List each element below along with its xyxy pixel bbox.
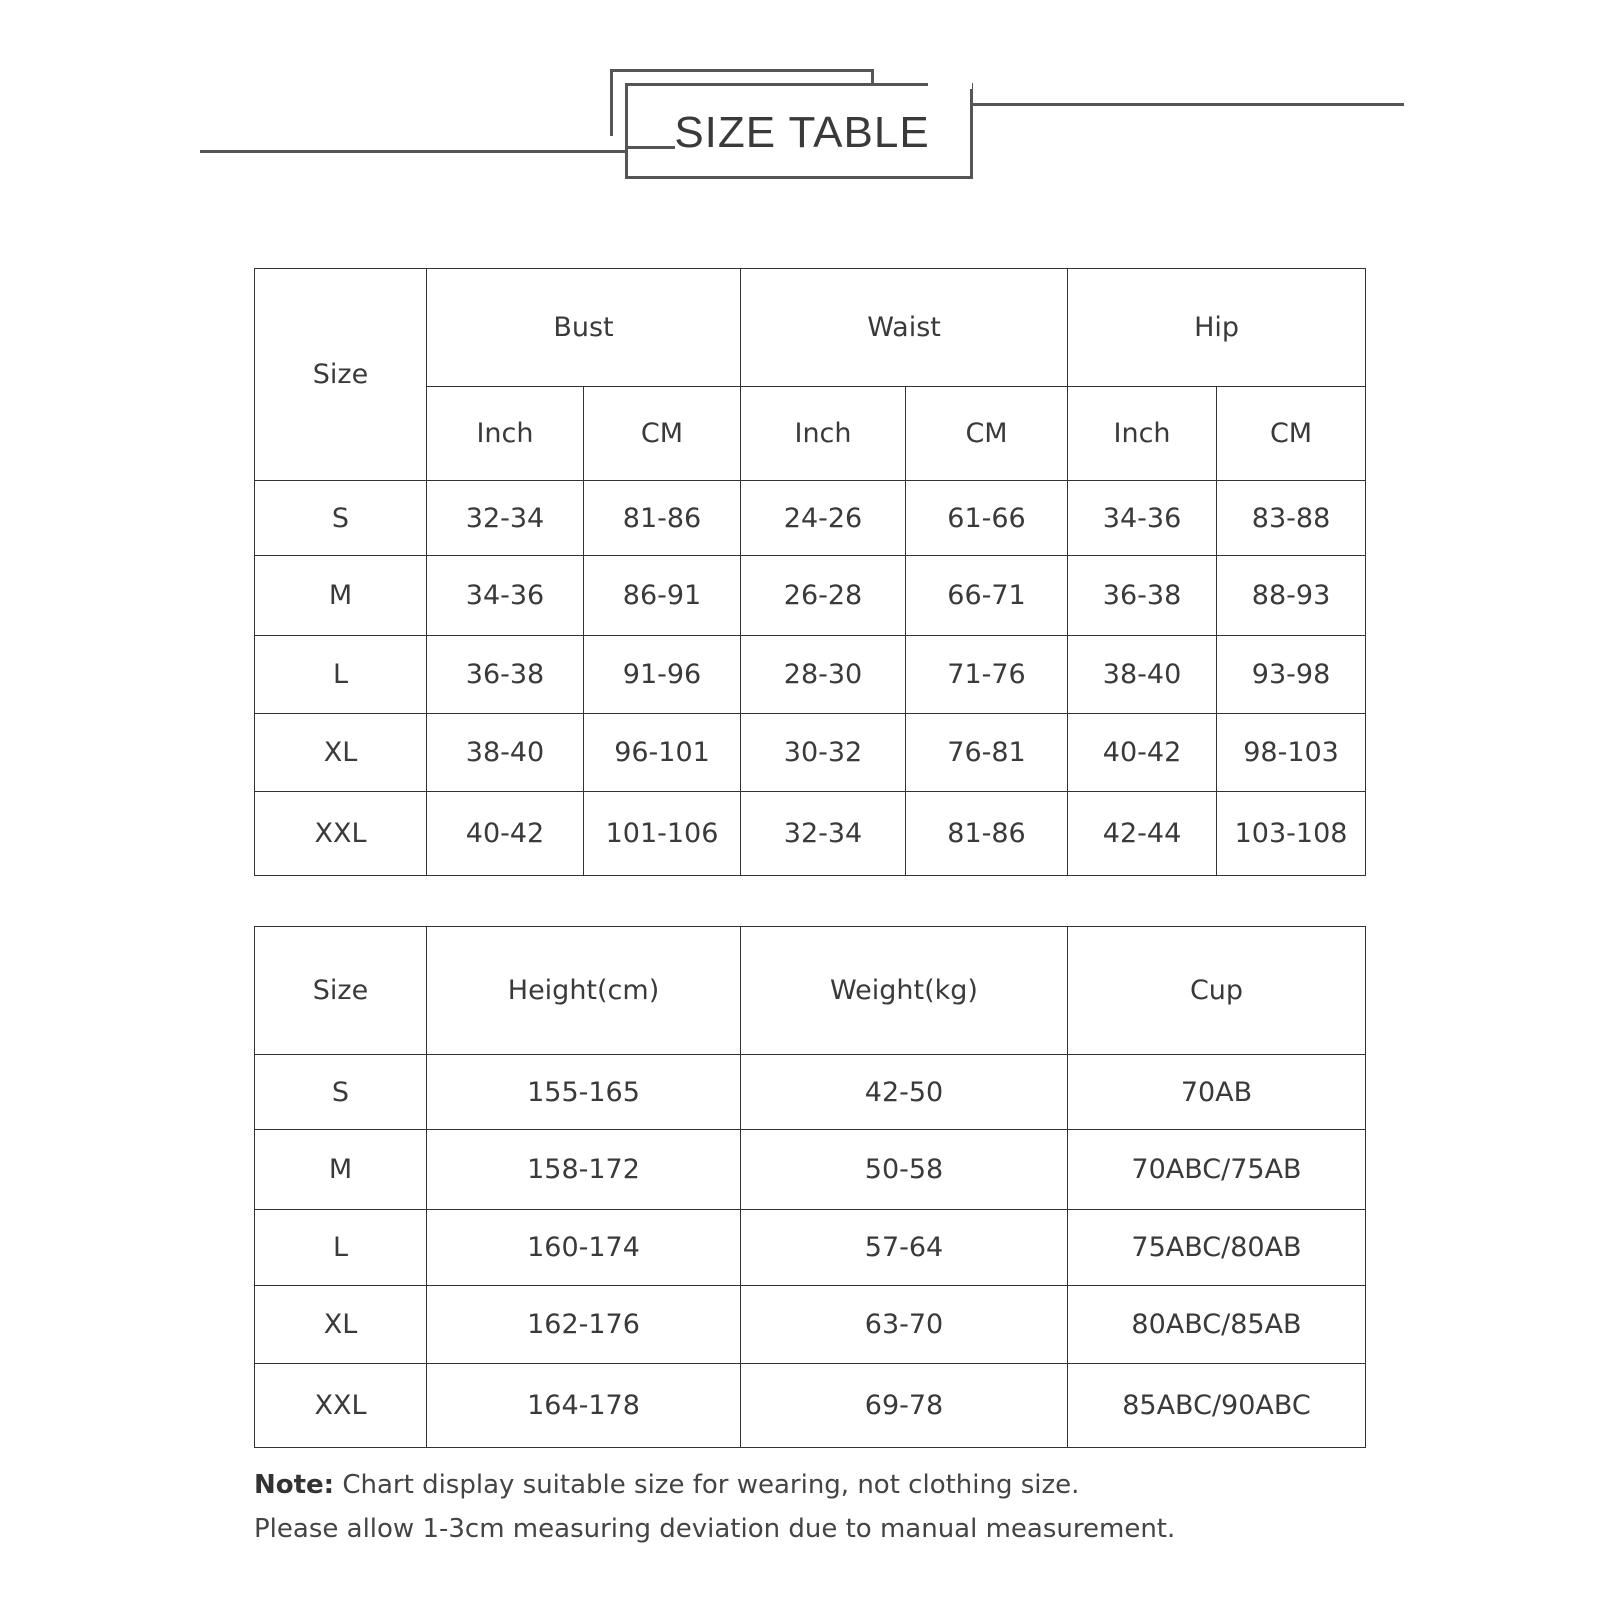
- value-cell: 42-50: [741, 1055, 1068, 1130]
- value-cell: 30-32: [741, 714, 906, 792]
- size-cell: S: [255, 1055, 427, 1130]
- hip-header: Hip: [1068, 269, 1366, 387]
- value-cell: 98-103: [1217, 714, 1366, 792]
- note-text-1: Chart display suitable size for wearing, not clothing size.: [334, 1470, 1080, 1500]
- value-cell: 69-78: [741, 1364, 1068, 1448]
- unit-header: CM: [906, 387, 1068, 481]
- size-cell: XXL: [255, 792, 427, 876]
- table-row: [255, 556, 1366, 636]
- value-cell: 83-88: [1217, 481, 1366, 556]
- value-cell: 81-86: [906, 792, 1068, 876]
- size-cell: XL: [255, 1286, 427, 1364]
- value-cell: 101-106: [584, 792, 741, 876]
- value-cell: 57-64: [741, 1210, 1068, 1286]
- value-cell: 36-38: [1068, 556, 1217, 636]
- cup-header: Cup: [1068, 927, 1366, 1055]
- size-cell: S: [255, 481, 427, 556]
- value-cell: 40-42: [427, 792, 584, 876]
- group-header-row: [255, 269, 1366, 387]
- unit-header: Inch: [427, 387, 584, 481]
- table-row: [255, 1130, 1366, 1210]
- value-cell: 81-86: [584, 481, 741, 556]
- bust-header: Bust: [427, 269, 741, 387]
- value-cell: 26-28: [741, 556, 906, 636]
- value-cell: 70AB: [1068, 1055, 1366, 1130]
- value-cell: 24-26: [741, 481, 906, 556]
- value-cell: 91-96: [584, 636, 741, 714]
- note-line-2: Please allow 1-3cm measuring deviation due to manual measurement.: [254, 1514, 1176, 1544]
- title-banner: [0, 0, 1601, 200]
- table-row: [255, 1210, 1366, 1286]
- size-cell: L: [255, 636, 427, 714]
- table-row: [255, 792, 1366, 876]
- table-row: [255, 1286, 1366, 1364]
- size-header: Size: [255, 927, 427, 1055]
- size-cell: XL: [255, 714, 427, 792]
- value-cell: 75ABC/80AB: [1068, 1210, 1366, 1286]
- header-row: [255, 927, 1366, 1055]
- value-cell: 93-98: [1217, 636, 1366, 714]
- size-cell: M: [255, 1130, 427, 1210]
- value-cell: 50-58: [741, 1130, 1068, 1210]
- table-row: [255, 1055, 1366, 1130]
- value-cell: 86-91: [584, 556, 741, 636]
- size-header: Size: [255, 269, 427, 481]
- fit-table: [254, 926, 1366, 1448]
- value-cell: 76-81: [906, 714, 1068, 792]
- value-cell: 155-165: [427, 1055, 741, 1130]
- waist-header: Waist: [741, 269, 1068, 387]
- value-cell: 32-34: [741, 792, 906, 876]
- unit-header: Inch: [741, 387, 906, 481]
- value-cell: 88-93: [1217, 556, 1366, 636]
- title-front-frame: [625, 83, 973, 179]
- height-header: Height(cm): [427, 927, 741, 1055]
- value-cell: 32-34: [427, 481, 584, 556]
- value-cell: 34-36: [427, 556, 584, 636]
- value-cell: 38-40: [427, 714, 584, 792]
- value-cell: 28-30: [741, 636, 906, 714]
- value-cell: 164-178: [427, 1364, 741, 1448]
- value-cell: 103-108: [1217, 792, 1366, 876]
- value-cell: 158-172: [427, 1130, 741, 1210]
- value-cell: 80ABC/85AB: [1068, 1286, 1366, 1364]
- value-cell: 63-70: [741, 1286, 1068, 1364]
- value-cell: 34-36: [1068, 481, 1217, 556]
- value-cell: 40-42: [1068, 714, 1217, 792]
- table-row: [255, 481, 1366, 556]
- value-cell: 38-40: [1068, 636, 1217, 714]
- value-cell: 70ABC/75AB: [1068, 1130, 1366, 1210]
- weight-header: Weight(kg): [741, 927, 1068, 1055]
- unit-header: CM: [1217, 387, 1366, 481]
- unit-header: CM: [584, 387, 741, 481]
- note-line-1: [254, 1463, 1175, 1507]
- value-cell: 61-66: [906, 481, 1068, 556]
- title-right-rule: [968, 103, 1404, 106]
- size-cell: L: [255, 1210, 427, 1286]
- note-label: Note:: [254, 1470, 335, 1500]
- value-cell: 160-174: [427, 1210, 741, 1286]
- value-cell: 85ABC/90ABC: [1068, 1364, 1366, 1448]
- measurement-table: [254, 268, 1366, 876]
- measurement-note: [254, 1463, 1175, 1551]
- table-row: [255, 714, 1366, 792]
- unit-header: Inch: [1068, 387, 1217, 481]
- value-cell: 42-44: [1068, 792, 1217, 876]
- page-title: SIZE TABLE: [674, 108, 930, 157]
- size-cell: XXL: [255, 1364, 427, 1448]
- title-left-rule: [200, 150, 628, 153]
- size-cell: M: [255, 556, 427, 636]
- table-row: [255, 636, 1366, 714]
- table-row: [255, 1364, 1366, 1448]
- value-cell: 66-71: [906, 556, 1068, 636]
- value-cell: 36-38: [427, 636, 584, 714]
- value-cell: 162-176: [427, 1286, 741, 1364]
- value-cell: 96-101: [584, 714, 741, 792]
- value-cell: 71-76: [906, 636, 1068, 714]
